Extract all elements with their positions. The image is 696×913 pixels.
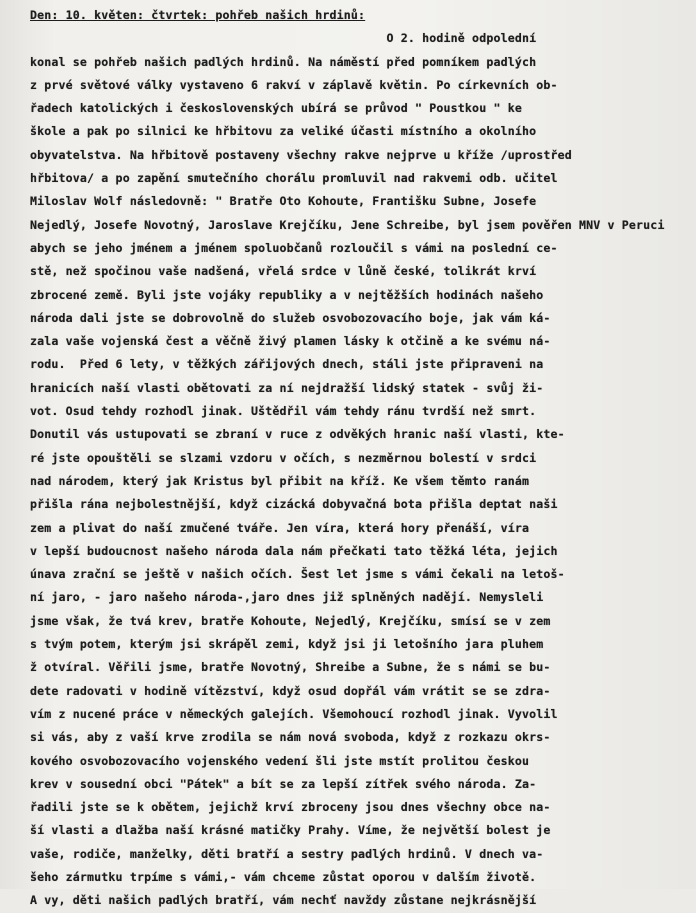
text-line: Nejedlý, Josefe Novotný, Jaroslave Krejčíku, Jene Schreibe, byl jsem pověřen MNV v Peruci bbox=[30, 217, 665, 232]
text-line: hřbitova/ a po zapění smutečního chorálu promluvil nad rakvemi odb. učitel bbox=[30, 171, 558, 186]
text-line: řadech katolických i československých ubírá se průvod " Poustkou " ke bbox=[30, 101, 522, 116]
text-line: nad národem, který jak Kristus byl přibit na kříž. Ke všem těmto ranám bbox=[30, 473, 530, 488]
text-line: ž otvíral. Věřili jsme, bratře Novotný, Shreibe a Subne, že s námi se bu- bbox=[30, 660, 551, 675]
text-line: zem a plivat do naší zmučené tváře. Jen víra, která hory přenáší, víra bbox=[30, 520, 530, 535]
text-line: kového osvobozovacího vojenského vedení šli jste mstít prolitou českou bbox=[30, 753, 530, 768]
text-line: národa dali jste se dobrovolně do služeb osvobozovacího boje, jak vám ká- bbox=[30, 310, 551, 325]
text-line: přišla rána nejbolestnější, když cizácká dobyvačná bota přišla deptat naši bbox=[30, 497, 558, 512]
text-line: si vás, aby z vaší krve zrodila se nám nová svoboda, když z rozkazu okrs- bbox=[30, 730, 551, 745]
text-line: řadili jste se k obětem, jejichž krví zbroceny jsou dnes všechny obce na- bbox=[30, 800, 551, 815]
text-line: stě, než spočinou vaše nadšená, vřelá srdce v lůně české, tolikrát krví bbox=[30, 264, 537, 279]
text-line: v lepší budoucnost našeho národa dala nám přečkati tato těžká léta, jejich bbox=[30, 543, 558, 558]
text-line: Donutil vás ustupovati se zbraní v ruce z odvěkých hranic naší vlasti, kte- bbox=[30, 427, 565, 442]
text-line: s tvým potem, kterým jsi skrápěl zemi, když jsi ji letošního jara pluhem bbox=[30, 637, 544, 652]
text-line: O 2. hodině odpolední bbox=[30, 31, 537, 46]
text-line: ré jste opouštěli se slzami vzdoru v očích, s nezměrnou bolestí v srdci bbox=[30, 450, 537, 465]
text-line: vot. Osud tehdy rozhodl jinak. Uštědřil vám tehdy ránu tvrdší než smrt. bbox=[30, 404, 537, 419]
typewritten-text bbox=[30, 4, 695, 913]
entry-heading: Den: 10. květen: čtvrtek: pohřeb našich hrdinů: bbox=[30, 8, 366, 22]
text-line: dete radovati v hodině vítězství, když osud dopřál vám vrátit se se zdra- bbox=[30, 683, 551, 698]
text-line: vaše, rodiče, manželky, děti bratří a sestry padlých hrdinů. V dnech va- bbox=[30, 846, 544, 861]
text-line: jsme však, že tvá krev, bratře Kohoute, Nejedlý, Krejčíku, smísí se v zem bbox=[30, 613, 551, 628]
text-line: zala vaše vojenská čest a věčně živý plamen lásky k otčině a ke svému ná- bbox=[30, 334, 551, 349]
text-line: ší vlasti a dlažba naší krásné matičky Prahy. Víme, že největší bolest je bbox=[30, 823, 551, 838]
text-line: hranicích naší vlasti obětovati za ní nejdražší lidský statek - svůj ži- bbox=[30, 380, 544, 395]
text-line: Miloslav Wolf následovně: " Bratře Oto Kohoute, Františku Subne, Josefe bbox=[30, 194, 537, 209]
text-line: krev v sousední obci "Pátek" a bít se za lepší zítřek svého národa. Za- bbox=[30, 776, 537, 791]
text-line: šeho zármutku trpíme s vámi,- vám chceme zůstat oporou v dalším životě. bbox=[30, 869, 537, 884]
text-line: konal se pohřeb našich padlých hrdinů. Na náměstí před pomníkem padlých bbox=[30, 54, 537, 69]
text-line: zbrocené země. Byli jste vojáky republiky a v nejtěžších hodinách našeho bbox=[30, 287, 544, 302]
text-line: vím z nucené práce v německých galejích. Všemohoucí rozhodl jinak. Vyvolil bbox=[30, 706, 558, 721]
text-line: z prvé světové války vystaveno 6 rakví v záplavě květin. Po církevních ob- bbox=[30, 77, 558, 92]
text-line: rodu. Před 6 lety, v těžkých zářijových dnech, stáli jste připraveni na bbox=[30, 357, 544, 372]
text-line: škole a pak po silnici ke hřbitovu za veliké účasti místního a okolního bbox=[30, 124, 537, 139]
text-line: obyvatelstva. Na hřbitově postaveny všechny rakve nejprve u kříže /uprostřed bbox=[30, 147, 572, 162]
text-line: abych se jeho jménem a jménem spoluobčanů rozloučil s vámi na poslední ce- bbox=[30, 240, 558, 255]
text-line: ní jaro, - jaro našeho národa-,jaro dnes již splněných nadějí. Nemysleli bbox=[30, 590, 544, 605]
text-line: A vy, děti našich padlých bratří, vám nechť navždy zůstane nejkrásnější bbox=[30, 893, 537, 908]
text-line: únava zrační se ještě v našich očích. Šest let jsme s vámi čekali na letoš- bbox=[30, 567, 565, 582]
